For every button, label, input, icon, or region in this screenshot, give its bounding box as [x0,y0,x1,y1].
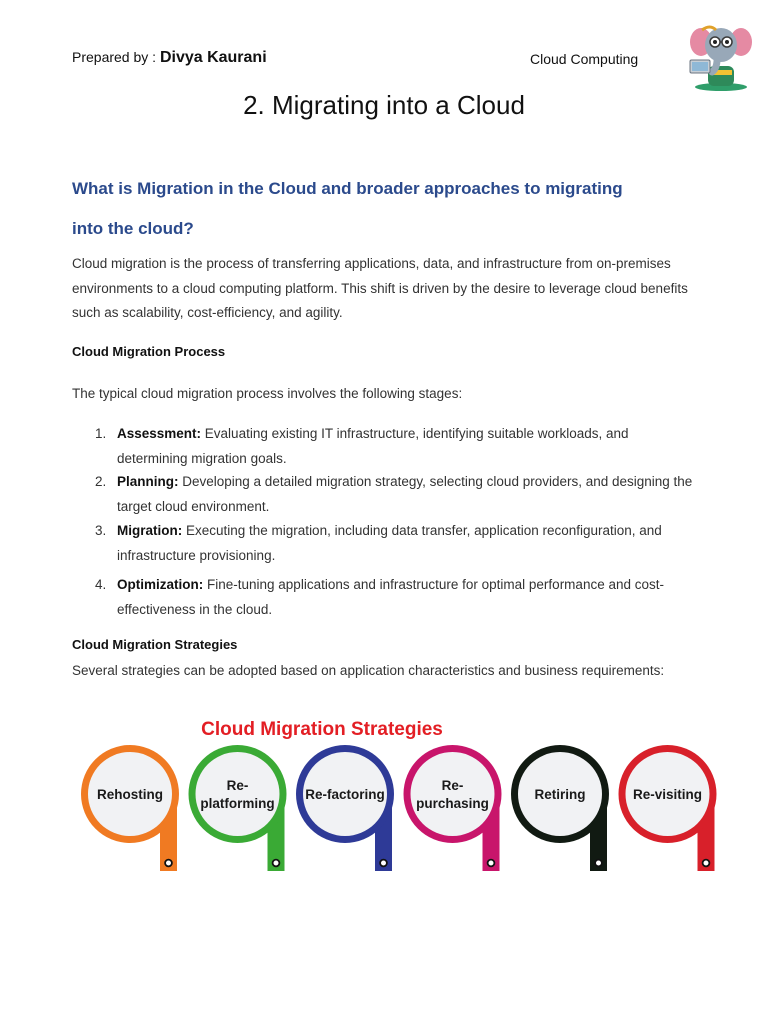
strategy-label: purchasing [416,796,489,811]
section-heading-line1: What is Migration in the Cloud and broader approaches to migrating [72,179,623,198]
strategy-label: Re- [226,778,249,793]
page-title: 2. Migrating into a Cloud [243,90,525,120]
strategy-label: Re-visiting [632,787,703,802]
list-item [95,519,695,568]
strategy-badge [404,745,502,871]
list-number: 3. [95,523,107,538]
strategy-label: Re-factoring [305,787,385,802]
list-term: Migration: [117,523,183,538]
process-heading: Cloud Migration Process [72,344,226,359]
badge-hole [488,860,495,867]
badge-face [411,752,495,836]
diagram-title: Cloud Migration Strategies [201,719,443,740]
badge-hole [273,860,280,867]
badge-hole [380,860,387,867]
list-term: Assessment: [117,426,202,441]
author-name: Divya Kaurani [159,49,267,66]
list-term: Planning: [117,474,179,489]
list-text: Evaluating existing IT infrastructure, identifying suitable workloads, and determining migration goals. [117,426,629,466]
strategy-badge [296,745,394,871]
prepared-by [72,49,267,67]
strategies-intro: Several strategies can be adopted based on application characteristics and business requirements: [72,663,665,678]
list-item [95,573,695,622]
list-text: Developing a detailed migration strategy, selecting cloud providers, and designing the target cloud environment. [117,474,693,514]
list-text: Fine-tuning applications and infrastructure for optimal performance and cost-effectiveness in the cloud. [117,577,664,617]
list-item [95,470,695,519]
strategy-label: Retiring [534,787,586,802]
strategies-diagram [78,710,722,880]
course-name: Cloud Computing [530,51,639,67]
elephant-mascot-icon [688,20,754,92]
strategy-label: Rehosting [97,787,163,802]
strategy-badge [81,745,179,871]
list-number: 2. [95,474,107,489]
list-text: Executing the migration, including data transfer, application reconfiguration, and infrastructure provisioning. [117,523,662,563]
list-term: Optimization: [117,577,204,592]
process-intro: The typical cloud migration process involves the following stages: [72,386,463,401]
strategy-label: Re- [441,778,464,793]
intro-paragraph: Cloud migration is the process of transferring applications, data, and infrastructure from on-premises environments to a cloud computing platform. This shift is driven by the desire to leverage cloud benefits such as scalability, cost-efficiency, and agility. [72,256,688,320]
section-heading-line2: into the cloud? [72,219,194,238]
list-number: 4. [95,577,107,592]
strategy-badge [511,745,609,871]
prepared-label: Prepared by : [72,49,160,65]
strategy-label: platforming [200,796,275,811]
badge-hole [703,860,710,867]
badge-hole [165,860,172,867]
strategies-heading: Cloud Migration Strategies [72,637,238,652]
badge-face [196,752,280,836]
list-number: 1. [95,426,107,441]
strategy-badge [189,745,287,871]
strategy-badge [619,745,717,871]
list-item [95,422,695,471]
badge-hole [595,860,602,867]
